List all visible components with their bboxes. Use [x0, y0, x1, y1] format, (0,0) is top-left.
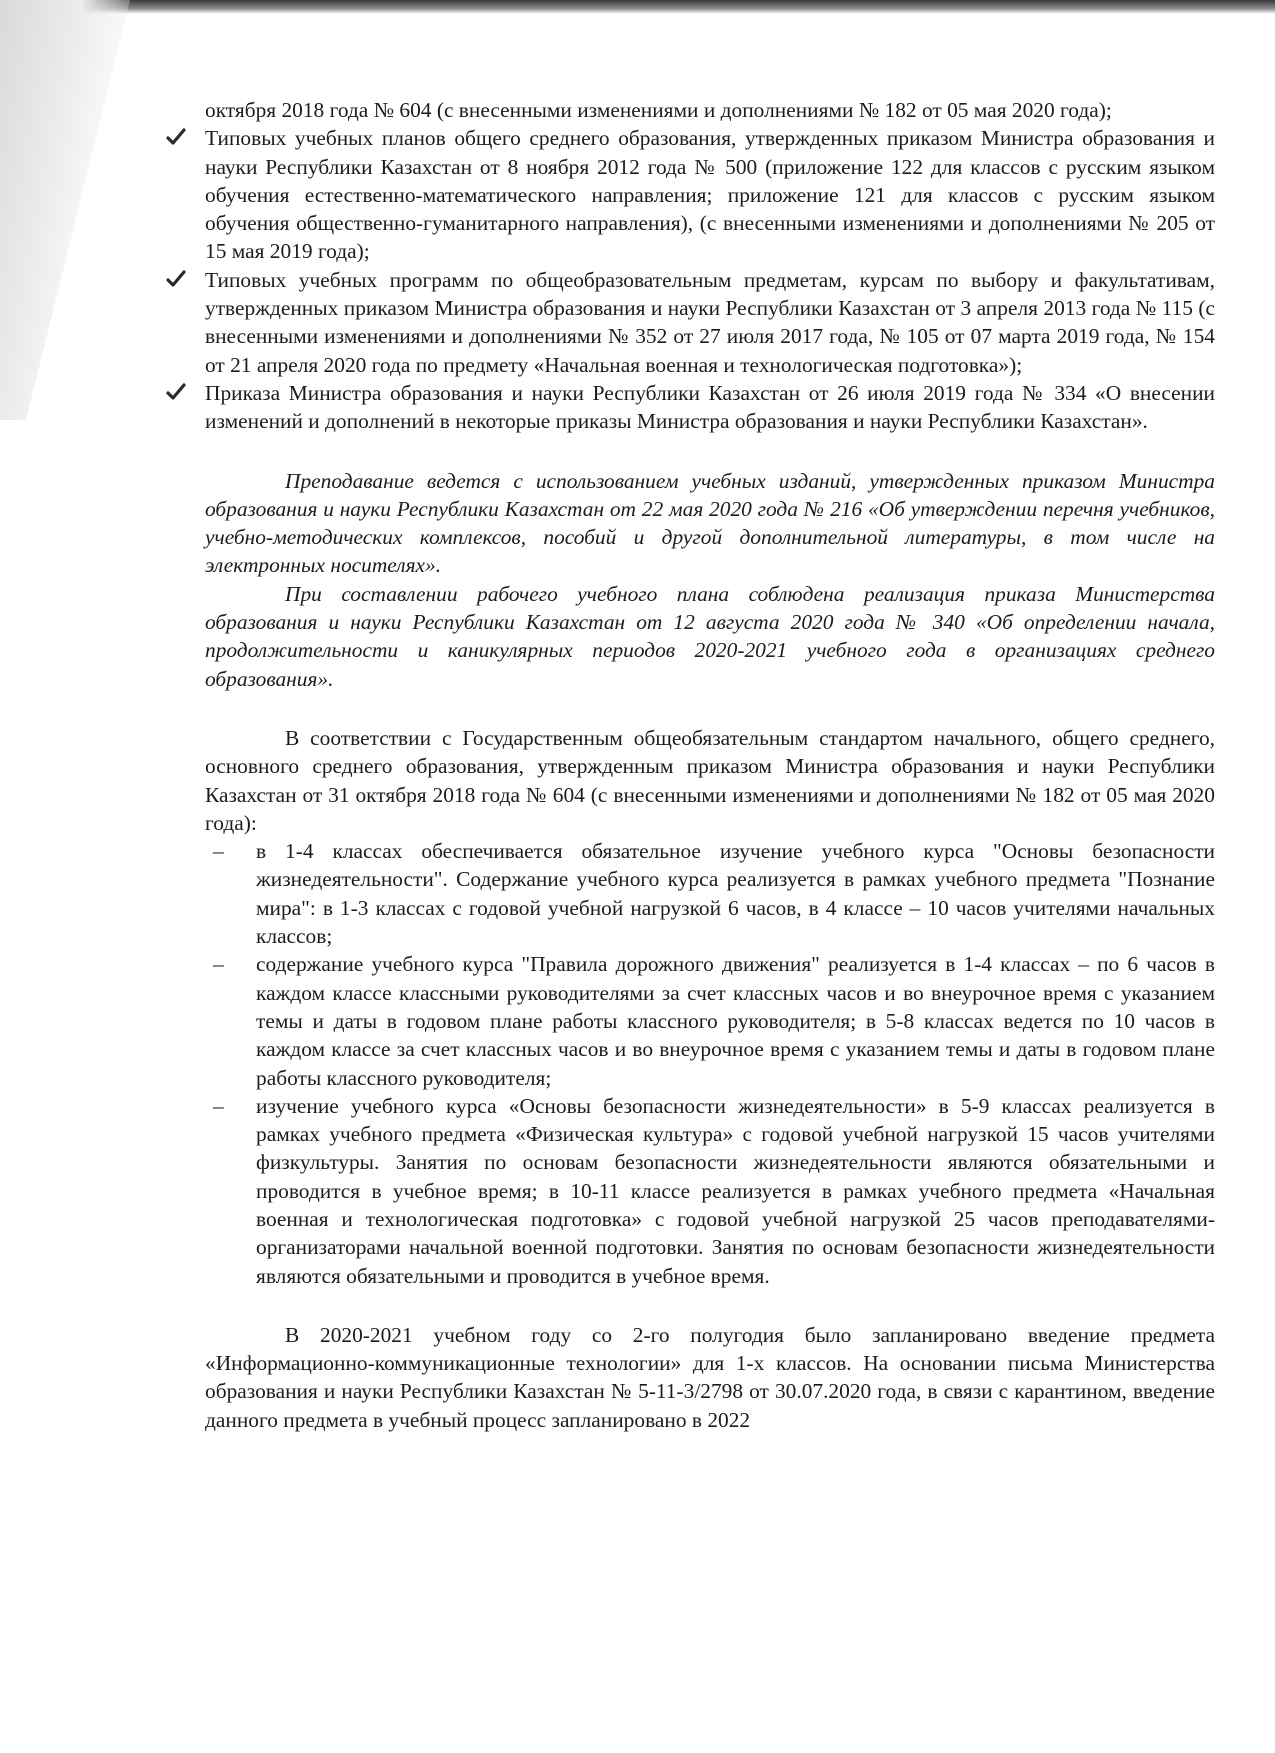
- list-item-text: изучение учебного курса «Основы безопасности жизнедеятельности» в 5-9 классах реализуется в рамках учебного предмета «Физическая культура» с годовой учебной нагрузкой 15 часов учителями физкультуры. Занятия по основам безопасности жизнедеятельности являются обязательными и проводится в учебное время; в 10-11 классе реализуется в рамках учебного предмета «Начальная военная и технологическая подготовка» с годовой учебной нагрузкой 25 часов преподавателями-организаторами начальной военной подготовки. Занятия по основам безопасности жизнедеятельности являются обязательными и проводится в учебное время.: [256, 1093, 1215, 1288]
- course-list: [205, 837, 1215, 1290]
- list-item: [161, 379, 1215, 436]
- checkmark-icon: [166, 382, 186, 402]
- list-item: [161, 124, 1215, 265]
- standard-paragraph: В соответствии с Государственным общеобязательным стандартом начального, общего среднего, основного среднего образования, утвержденным приказом Министра образования и науки Республики Казахстан от 31 октября 2018 года № 604 (с внесенными изменениями и дополнениями № 182 от 05 мая 2020 года):: [205, 725, 1215, 835]
- scan-top-edge: [0, 0, 1275, 14]
- dash-marker: –: [213, 952, 224, 977]
- list-item-text: содержание учебного курса "Правила дорожного движения" реализуется в 1-4 классах – по 6 часов в каждом классе классными руководителями за счет классных часов и во внеурочное время с указанием темы и даты в годовом плане работы классного руководителя; в 5-8 классах ведется по 10 часов в каждом классе за счет классных часов и во внеурочное время с указанием темы и даты в годовом плане работы классного руководителя;: [256, 952, 1215, 1090]
- checkmark-icon: [166, 269, 186, 289]
- dash-marker: –: [213, 1093, 224, 1118]
- spacer: [205, 436, 1215, 467]
- textbooks-paragraph: Преподавание ведется с использованием учебных изданий, утвержденных приказом Министра образования и науки Республики Казахстан от 22 мая 2020 года № 216 «Об утверждении перечня учебников, учебно-методических комплексов, пособий и другой дополнительной литературы, в том числе на электронных носителях».: [205, 468, 1215, 578]
- list-item: [161, 266, 1215, 379]
- ict-paragraph: В 2020-2021 учебном году со 2-го полугодия было запланировано введение предмета «Информационно-коммуникационные технологии» для 1-х классов. На основании письма Министерства образования и науки Республики Казахстан № 5-11-3/2798 от 30.07.2020 года, в связи с карантином, введение данного предмета в учебный процесс запланировано в 2022: [205, 1322, 1215, 1432]
- scan-page-fold: [0, 0, 130, 420]
- spacer: [205, 693, 1215, 724]
- list-item-text: Приказа Министра образования и науки Республики Казахстан от 26 июля 2019 года № 334 «О внесении изменений и дополнений в некоторые приказы Министра образования и науки Республики Казахстан».: [205, 380, 1215, 434]
- spacer: [205, 1290, 1215, 1321]
- list-item: [179, 1092, 1215, 1290]
- list-item-text: в 1-4 классах обеспечивается обязательное изучение учебного курса "Основы безопасности жизнедеятельности". Содержание учебного курса реализуется в рамках учебного предмета "Познание мира": в 1-3 классах с годовой учебной нагрузкой 6 часов, в 4 классе – 10 часов учителями начальных классов;: [256, 839, 1215, 949]
- document-page: [205, 96, 1215, 1434]
- legal-basis-list: [205, 124, 1215, 435]
- list-item-text: Типовых учебных программ по общеобразовательным предметам, курсам по выбору и факультативам, утвержденных приказом Министра образования и науки Республики Казахстан от 3 апреля 2013 года № 115 (с внесенными изменениями и дополнениями № 352 от 27 июля 2017 года, № 105 от 07 марта 2019 года, № 154 от 21 апреля 2020 года по предмету «Начальная военная и технологическая подготовка»);: [205, 267, 1215, 377]
- schedule-paragraph: При составлении рабочего учебного плана соблюдена реализация приказа Министерства образования и науки Республики Казахстан от 12 августа 2020 года № 340 «Об определении начала, продолжительности и каникулярных периодов 2020-2021 учебного года в организациях среднего образования».: [205, 581, 1215, 691]
- intro-continuation: октября 2018 года № 604 (с внесенными изменениями и дополнениями № 182 от 05 мая 2020 года);: [205, 98, 1112, 122]
- dash-marker: –: [213, 839, 224, 864]
- list-item: [179, 837, 1215, 950]
- list-item-text: Типовых учебных планов общего среднего образования, утвержденных приказом Министра образования и науки Республики Казахстан от 8 ноября 2012 года № 500 (приложение 122 для классов с русским языком обучения естественно-математического направления; приложение 121 для классов с русским языком обучения общественно-гуманитарного направления), (с внесенными изменениями и дополнениями № 205 от 15 мая 2019 года);: [205, 126, 1215, 264]
- list-item: [179, 950, 1215, 1091]
- checkmark-icon: [166, 127, 186, 147]
